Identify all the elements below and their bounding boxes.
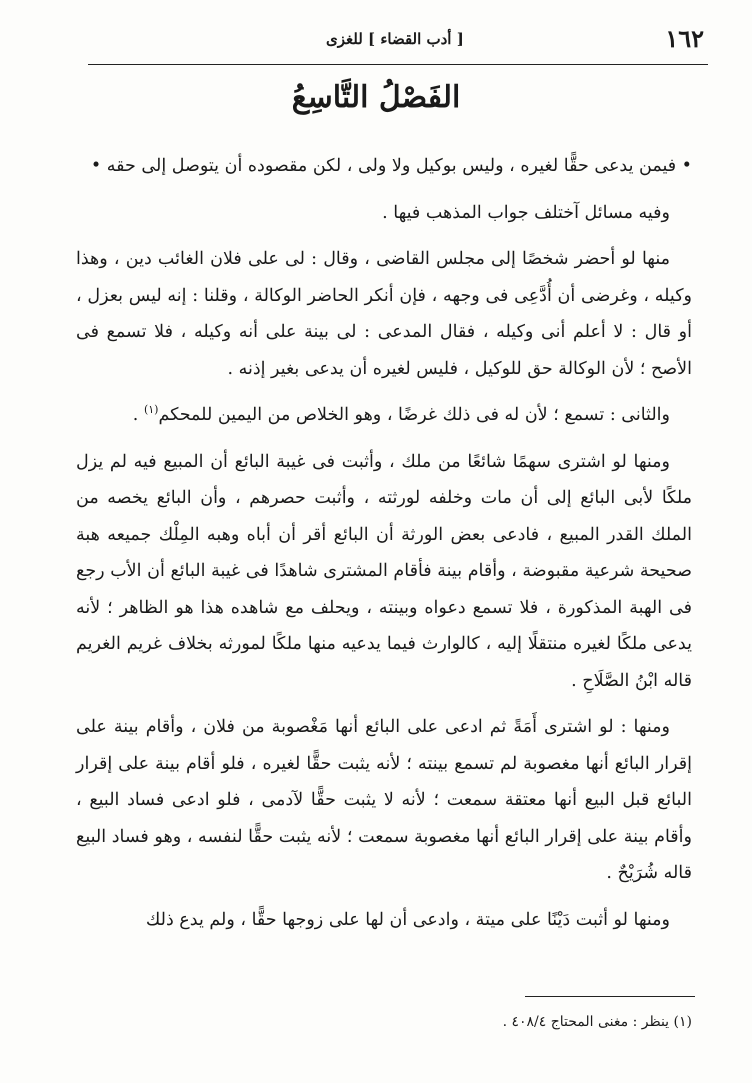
paragraph-4 — [76, 397, 692, 434]
footnote: (١) ينظر : مغنى المحتاج ٤٠٨/٤ . — [502, 1014, 692, 1030]
paragraph-3: منها لو أحضر شخصًا إلى مجلس القاضى ، وقال : لى على فلان الغائب دين ، وهذا وكيله ، وغرضى أن أُدَّعِى فى وجهه ، فإن أنكر الحاضر الوكالة ، وقلنا : إنه ليس بعزل ، أو قال : لا أعلم أنى وكيله ، فقال المدعى : لى بينة على أنه وكيله ، فلا تسمع فى الأصح ؛ لأن الوكالة حق للوكيل ، فليس لغيره أن يدعى بغير إذنه . — [76, 249, 692, 379]
paragraph-7: ومنها لو أثبت دَيْنًا على ميتة ، وادعى أن لها على زوجها حقًّا ، ولم يدع ذلك — [145, 909, 670, 930]
running-title: [ أدب القضاء ] للغزى — [326, 30, 464, 48]
paragraph-2: وفيه مسائل آختلف جواب المذهب فيها . — [382, 202, 670, 223]
paragraph-4-text: والثانى : تسمع ؛ لأن له فى ذلك غرضًا ، وهو الخلاص من اليمين للمحكم — [158, 405, 670, 425]
paragraph-4-end: . — [132, 405, 144, 425]
footnote-divider — [525, 996, 695, 997]
page-header — [88, 18, 708, 65]
paragraph-6: ومنها : لو اشترى أَمَةً ثم ادعى على البائع أنها مَغْصوبة من فلان ، وأقام بينة على إقرار البائع أنها مغصوبة لم تسمع بينته ؛ لأنه يثبت حقًّا لغيره ، فلو أقام بينة على إقرار البائع قبل البيع أنها معتقة سمعت ؛ لأنه لا يثبت حقًّا لآدمى ، فلو ادعى فساد البيع ، وأقام بينة على إقرار البائع أنها مغصوبة سمعت ؛ لأنه يثبت حقًّا لنفسه ، وهو فساد البيع قاله شُرَيْحٌ . — [76, 717, 692, 883]
paragraph-1: • فيمن يدعى حقًّا لغيره ، وليس بوكيل ولا ولى ، لكن مقصوده أن يتوصل إلى حقه • — [90, 156, 692, 176]
chapter-title: الفَصْلُ التَّاسِعُ — [291, 80, 461, 115]
page-number: ١٦٢ — [665, 24, 704, 53]
footnote-ref: (١) — [143, 403, 159, 417]
body-text — [76, 148, 692, 948]
paragraph-5: ومنها لو اشترى سهمًا شائعًا من ملك ، وأثبت فى غيبة البائع أن المبيع فيه لم يزل ملكًا لأبى البائع إلى أن مات وخلفه لورثته ، وأثبت حصرهم ، وأن البائع يخصه من الملك القدر المبيع ، فادعى بعض الورثة أن البائع أقر أن أباه وهبه المِلْك جميعه هبة صحيحة شرعية مقبوضة ، وأقام بينة فأقام المشترى شاهدًا فى غيبة البائع أن الأب رجع فى الهبة المذكورة ، فلا تسمع دعواه وبينته ، ويحلف مع شاهده هذا هو الظاهر ؛ لأنه يدعى ملكًا لغيره منتقلًا إليه ، كالوارث فيما يدعيه منها ملكًا لمورثه بخلاف غريم الغريم قاله ابْنُ الصَّلَاحِ . — [76, 451, 692, 691]
